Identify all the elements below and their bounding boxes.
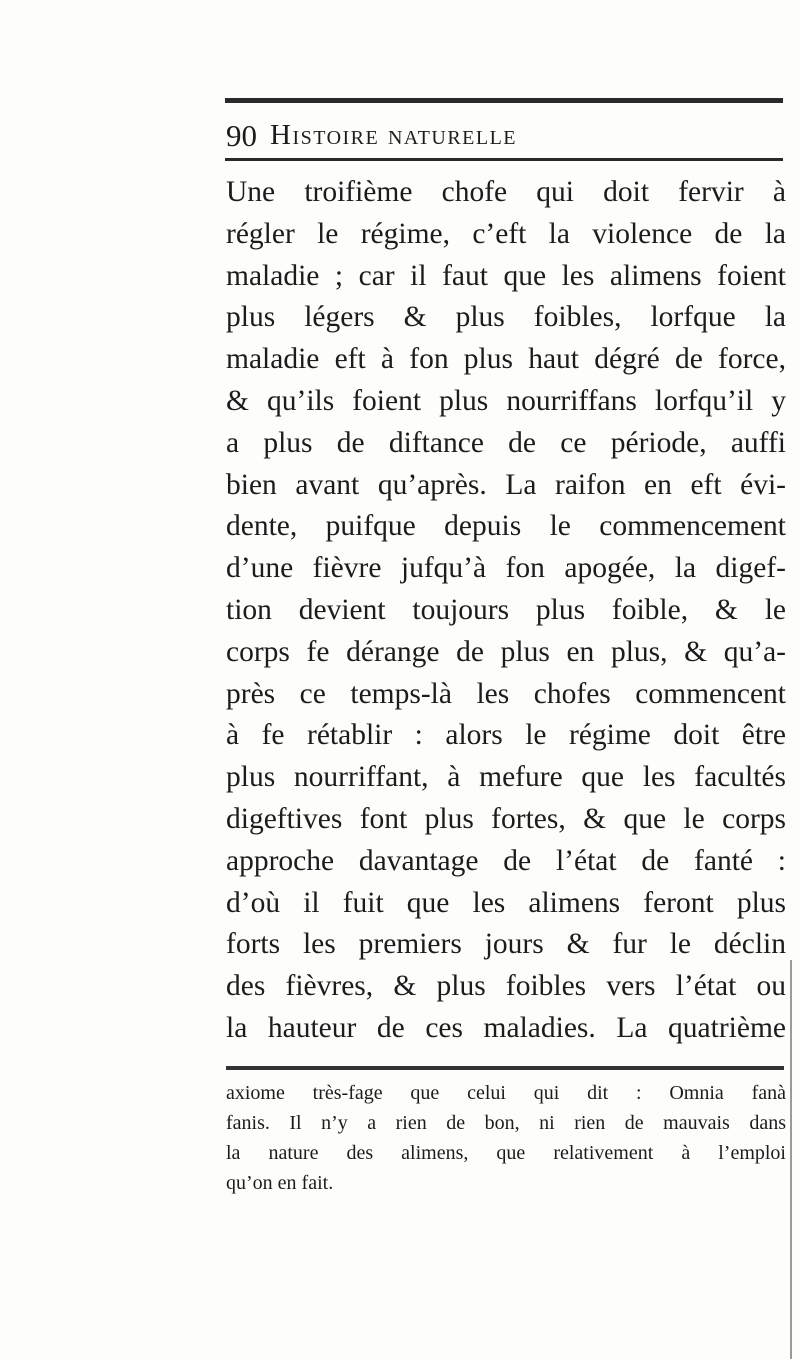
text-line: approche davantage de l’état de fanté : <box>226 844 786 877</box>
text-line: d’où il fuit que les alimens feront plus <box>226 886 786 919</box>
text-line: d’une fièvre jufqu’à fon apogée, la digef- <box>226 552 786 585</box>
text-line: maladie ; car il faut que les alimens foient <box>226 259 786 292</box>
text-line: bien avant qu’après. La raifon en eft évi- <box>226 468 786 501</box>
footnote-line: la nature des alimens, que relativement à l’emploi <box>226 1142 786 1164</box>
text-line: maladie eft à fon plus haut dégré de force, <box>226 343 786 376</box>
page-number: 90 <box>226 118 257 153</box>
footnote-line: axiome très-fage que celui qui dit : Omnia fanà <box>226 1082 786 1104</box>
text-line: des fièvres, & plus foibles vers l’état ou <box>226 970 786 1003</box>
text-line: la hauteur de ces maladies. La quatrième <box>226 1011 786 1044</box>
page-edge-shadow <box>790 960 792 1359</box>
text-line: corps fe dérange de plus en plus, & qu’a- <box>226 635 786 668</box>
text-line: forts les premiers jours & fur le déclin <box>226 928 786 961</box>
header-rule <box>225 158 783 161</box>
text-line: près ce temps-là les chofes commencent <box>226 677 786 710</box>
header-top-rule <box>225 98 783 103</box>
footnote-line: fanis. Il n’y a rien de bon, ni rien de mauvais dans <box>226 1112 786 1134</box>
text-line: dente, puifque depuis le commencement <box>226 510 786 543</box>
footnote-rule <box>226 1066 784 1070</box>
text-line: a plus de diftance de ce période, auffi <box>226 426 786 459</box>
page-header <box>226 118 786 158</box>
text-line: à fe rétablir : alors le régime doit être <box>226 719 786 752</box>
running-head: Histoire naturelle <box>270 119 518 151</box>
text-line: Une troifième chofe qui doit fervir à <box>226 176 786 208</box>
body-text <box>226 172 786 1050</box>
text-line: & qu’ils foient plus nourriffans lorfqu’il y <box>226 384 786 417</box>
text-line: tion devient toujours plus foible, & le <box>226 593 786 626</box>
footnote <box>226 1078 786 1198</box>
footnote-line: qu’on en fait. <box>226 1172 334 1194</box>
text-line: plus nourriffant, à mefure que les facultés <box>226 761 786 794</box>
text-line: digeftives font plus fortes, & que le corps <box>226 802 786 835</box>
text-line: plus légers & plus foibles, lorfque la <box>226 301 786 334</box>
text-line: régler le régime, c’eft la violence de la <box>226 217 786 250</box>
